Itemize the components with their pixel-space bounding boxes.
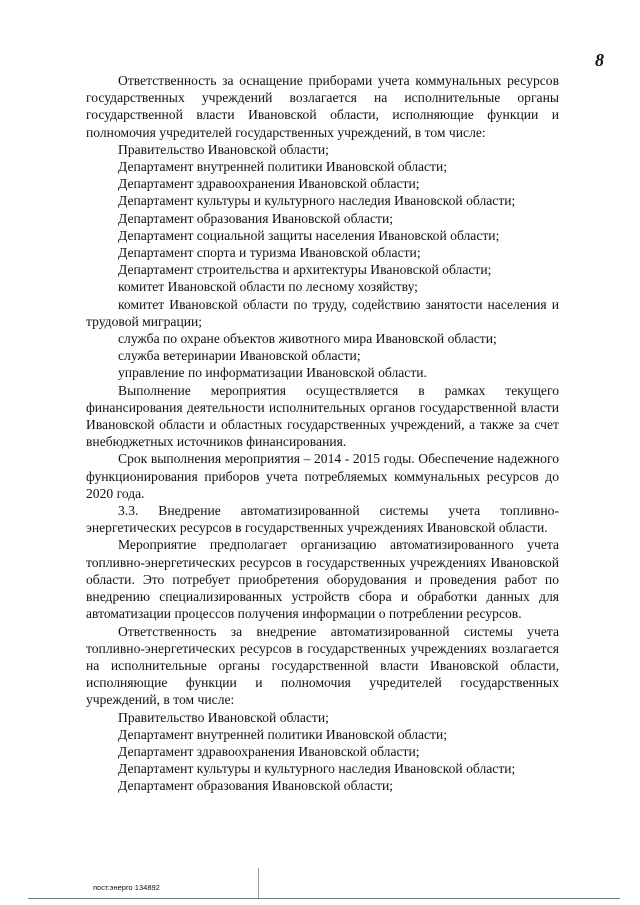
list-item: Департамент социальной защиты населения Ивановской области; [118,227,500,243]
list-item: Департамент здравоохранения Ивановской области; [118,176,420,192]
list-item: Департамент строительства и архитектуры Ивановской области; [118,262,492,278]
responsible-bodies-list-2 [86,709,559,795]
scan-artifact [258,868,259,898]
list-item: Правительство Ивановской области; [118,141,329,157]
list-item: Департамент образования Ивановской области; [118,778,394,794]
paragraph-financing: Выполнение мероприятия осуществляется в рамках текущего финансирования деятельности исполнительных органов государственной власти Ивановской области и областных государственных учреждений, а также за счет внебюджетных источников финансирования. [86,382,559,450]
list-item: управление по информатизации Ивановской области. [118,365,427,381]
paragraph-responsibility-automation: Ответственность за внедрение автоматизированной системы учета топливно-энергетических ресурсов в государственных учреждениях возлагается на исполнительные органы государственной власти Ивановской области, исполняющие функции и полномочия учредителей государственных учреждений, в том числе: [86,623,559,708]
list-item: Департамент внутренней политики Ивановской области; [118,726,448,742]
list-item: Департамент внутренней политики Ивановской области; [118,159,448,175]
list-item: служба по охране объектов животного мира Ивановской области; [118,331,497,347]
list-item: Департамент спорта и туризма Ивановской области; [118,245,421,261]
document-body [86,72,559,795]
list-item: комитет Ивановской области по лесному хозяйству; [118,279,418,295]
list-item: Департамент культуры и культурного наследия Ивановской области; [118,761,516,777]
list-item: комитет Ивановской области по труду, содействию занятости населения и трудовой миграции; [86,296,559,329]
list-item: Правительство Ивановской области; [118,709,329,725]
bottom-rule [28,898,620,899]
paragraph-deadline: Срок выполнения мероприятия – 2014 - 2015 годы. Обеспечение надежного функционирования приборов учета потребляемых коммунальных ресурсов до 2020 года. [86,451,559,501]
list-item: Департамент образования Ивановской области; [118,210,394,226]
section-heading-3-3: 3.3. Внедрение автоматизированной системы учета топливно-энергетических ресурсов в государственных учреждениях Ивановской области. [86,503,559,536]
paragraph-automation: Мероприятие предполагает организацию автоматизированного учета топливно-энергетических ресурсов в государственных учреждениях Ивановской области. Это потребует приобретения оборудования и проведения работ по внедрению специализированных устройств сбора и обработки данных для автоматизации процессов получения информации о потреблении ресурсов. [86,537,559,622]
list-item: Департамент культуры и культурного наследия Ивановской области; [118,193,516,209]
list-item: Департамент здравоохранения Ивановской области; [118,743,420,759]
page-number: 8 [595,50,604,70]
list-item: служба ветеринарии Ивановской области; [118,348,361,364]
paragraph-responsibility-metering: Ответственность за оснащение приборами учета коммунальных ресурсов государственных учреждений возлагается на исполнительные органы государственной власти Ивановской области, исполняющие функции и полномочия учредителей государственных учреждений, в том числе: [86,73,559,140]
responsible-bodies-list-1 [86,141,559,382]
footer-reference: пост.энерго 134892 [93,883,160,892]
